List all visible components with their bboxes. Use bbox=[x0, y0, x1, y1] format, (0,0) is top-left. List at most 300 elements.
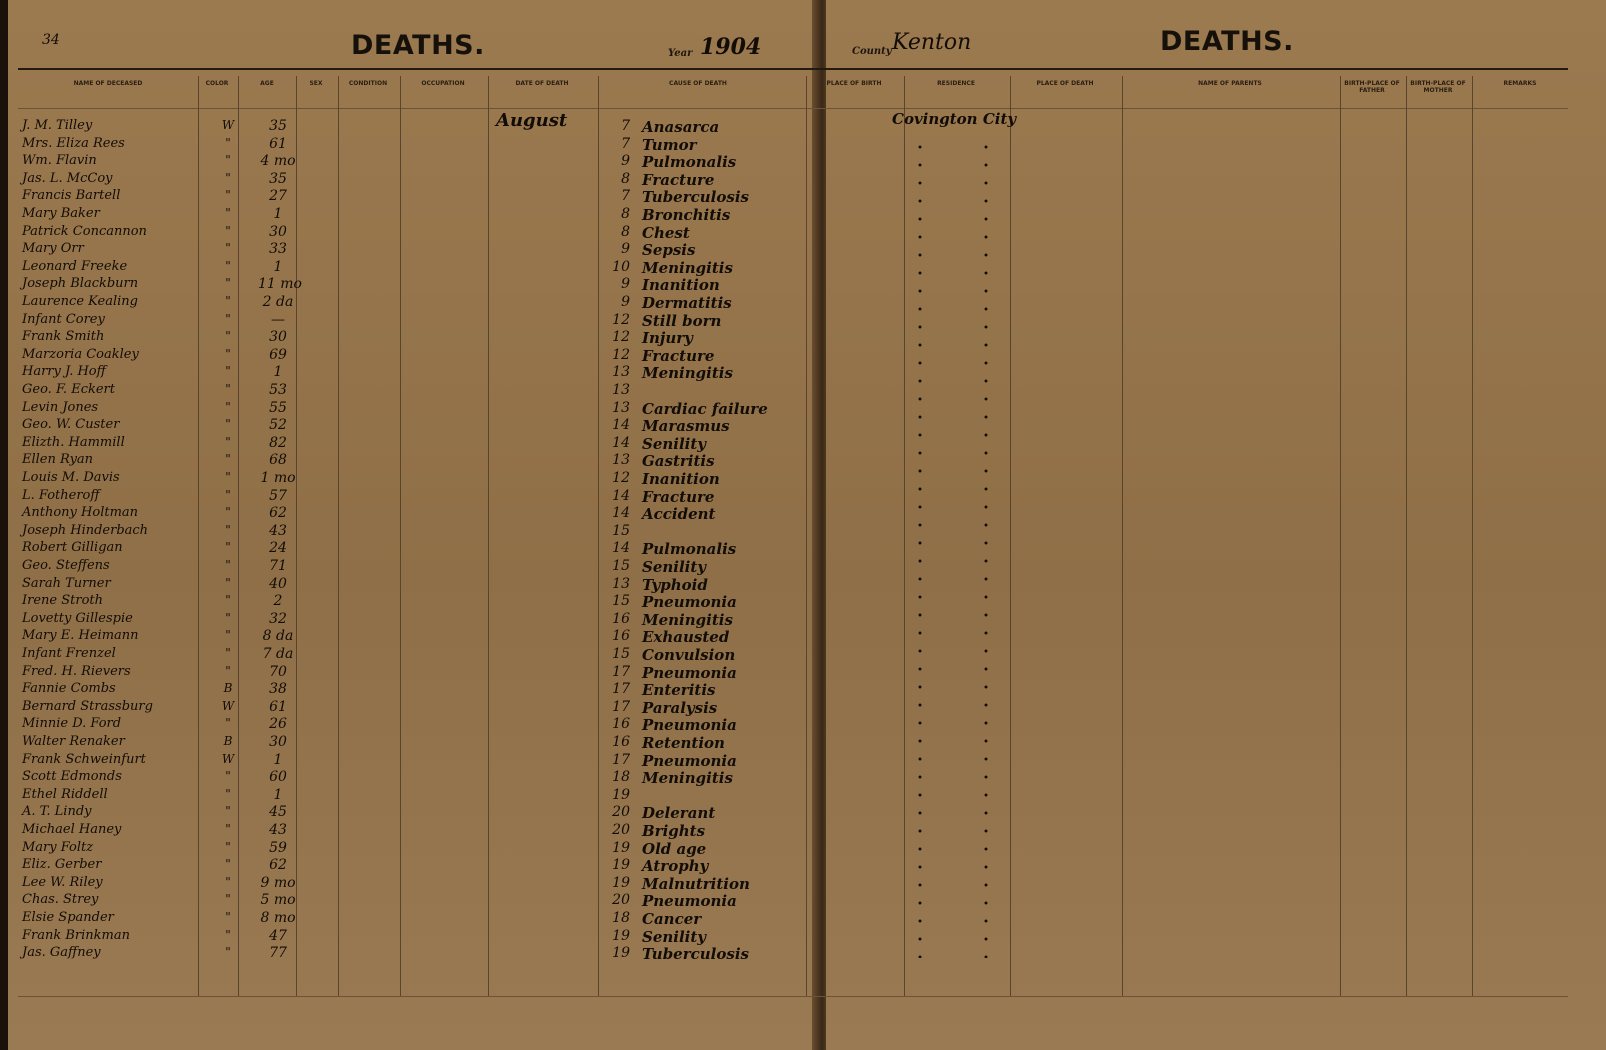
color-cell: " bbox=[225, 892, 231, 907]
record-row bbox=[22, 593, 802, 611]
record-row bbox=[22, 400, 802, 418]
color-cell: " bbox=[225, 628, 231, 643]
cause-of-death-cell: Senility bbox=[642, 558, 707, 576]
death-day-cell: 12 bbox=[612, 470, 630, 486]
age-cell: 8 mo bbox=[260, 910, 296, 926]
death-day-cell: 14 bbox=[612, 487, 630, 504]
color-cell: " bbox=[225, 804, 231, 819]
age-cell: 2 bbox=[273, 593, 283, 610]
deceased-name: Joseph Blackburn bbox=[22, 276, 139, 292]
header-top-rule bbox=[18, 68, 1568, 70]
record-row bbox=[22, 118, 802, 136]
color-cell: " bbox=[225, 786, 231, 801]
deceased-name: Frank Brinkman bbox=[22, 927, 130, 943]
color-cell: B bbox=[223, 734, 233, 748]
age-cell: 1 mo bbox=[260, 470, 296, 486]
cause-of-death-cell: Convulsion bbox=[642, 646, 736, 664]
death-day-cell: 20 bbox=[612, 804, 630, 821]
color-cell: " bbox=[225, 522, 231, 537]
left-page-title: DEATHS. bbox=[351, 30, 485, 61]
column-rule bbox=[1122, 76, 1123, 996]
cause-of-death-cell: Inanition bbox=[642, 470, 720, 488]
deceased-name: Francis Bartell bbox=[22, 188, 121, 204]
cause-of-death-cell: Anasarca bbox=[642, 118, 720, 136]
cause-of-death-cell: Typhoid bbox=[642, 575, 708, 594]
deceased-name: Fred. H. Rievers bbox=[22, 663, 131, 679]
record-row bbox=[22, 681, 802, 699]
color-cell: " bbox=[225, 910, 231, 924]
death-day-cell: 16 bbox=[612, 628, 630, 645]
deceased-name: Geo. W. Custer bbox=[22, 417, 120, 433]
color-cell: W bbox=[221, 751, 235, 766]
deceased-name: Eliz. Gerber bbox=[22, 857, 102, 873]
header-date-of-death: DATE OF DEATH bbox=[515, 80, 569, 87]
deceased-name: Joseph Hinderbach bbox=[22, 522, 149, 538]
deceased-name: Lee W. Riley bbox=[22, 874, 103, 890]
header-place-of-death: PLACE OF DEATH bbox=[1036, 80, 1094, 87]
color-cell: W bbox=[221, 118, 235, 132]
age-cell: 43 bbox=[269, 522, 287, 539]
death-day-cell: 19 bbox=[612, 839, 630, 856]
deceased-name: Frank Schweinfurt bbox=[22, 751, 146, 767]
color-cell: " bbox=[225, 857, 231, 872]
age-cell: 24 bbox=[269, 540, 287, 557]
column-rule bbox=[1472, 76, 1473, 996]
record-row bbox=[22, 505, 802, 523]
color-cell: " bbox=[225, 153, 231, 168]
cause-of-death-cell: Cancer bbox=[642, 910, 702, 928]
record-row bbox=[22, 840, 802, 858]
county-label: County bbox=[852, 46, 892, 57]
death-day-cell: 8 bbox=[621, 206, 630, 222]
death-day-cell: 15 bbox=[612, 646, 630, 662]
death-day-cell: 13 bbox=[612, 382, 630, 398]
age-cell: 35 bbox=[269, 118, 287, 134]
record-row bbox=[22, 259, 802, 277]
age-cell: 4 mo bbox=[260, 153, 296, 170]
record-row bbox=[22, 875, 802, 893]
deceased-name: Leonard Freeke bbox=[22, 258, 128, 274]
deceased-name: Laurence Kealing bbox=[22, 294, 138, 309]
age-cell: 69 bbox=[269, 346, 287, 363]
cause-of-death-cell: Chest bbox=[642, 223, 690, 242]
age-cell: 27 bbox=[269, 188, 287, 205]
deceased-name: Minnie D. Ford bbox=[22, 716, 122, 732]
age-cell: 2 da bbox=[262, 294, 294, 310]
death-day-cell: 12 bbox=[612, 311, 630, 328]
deceased-name: Michael Haney bbox=[22, 822, 122, 837]
header-color: COLOR bbox=[205, 80, 229, 87]
record-row bbox=[22, 435, 802, 453]
cause-of-death-cell: Exhausted bbox=[642, 628, 730, 647]
age-cell: 61 bbox=[269, 698, 287, 715]
age-cell: 52 bbox=[269, 417, 287, 434]
death-day-cell: 15 bbox=[612, 558, 630, 574]
color-cell: W bbox=[221, 698, 235, 713]
cause-of-death-cell: Meningitis bbox=[642, 769, 733, 788]
death-day-cell: 19 bbox=[612, 945, 630, 962]
header-birthplace-mother: BIRTH-PLACE OF MOTHER bbox=[1410, 80, 1466, 94]
age-cell: 60 bbox=[269, 769, 287, 786]
record-row bbox=[22, 224, 802, 242]
record-row bbox=[22, 734, 802, 752]
year-value: 1904 bbox=[700, 34, 762, 60]
death-day-cell: 9 bbox=[621, 276, 630, 293]
record-row bbox=[22, 523, 802, 541]
age-cell: 57 bbox=[269, 487, 287, 504]
header-place-of-birth: PLACE OF BIRTH bbox=[826, 80, 882, 87]
death-day-cell: 7 bbox=[621, 188, 630, 205]
death-day-cell: 15 bbox=[612, 593, 630, 610]
deceased-name: Mary Orr bbox=[22, 241, 84, 257]
cause-of-death-cell: Still born bbox=[642, 311, 722, 330]
age-cell: 26 bbox=[269, 716, 287, 733]
deceased-name: Lovetty Gillespie bbox=[22, 610, 133, 626]
age-cell: 62 bbox=[269, 505, 287, 522]
age-cell: — bbox=[271, 311, 285, 328]
death-day-cell: 14 bbox=[612, 417, 630, 434]
age-cell: 9 mo bbox=[260, 874, 296, 891]
record-row bbox=[22, 417, 802, 435]
ditto-marks-residence-a bbox=[918, 138, 922, 958]
record-row bbox=[22, 628, 802, 646]
color-cell: " bbox=[225, 839, 231, 854]
age-cell: 7 da bbox=[262, 646, 294, 662]
death-day-cell: 16 bbox=[612, 734, 630, 750]
age-cell: 1 bbox=[273, 206, 283, 222]
record-row bbox=[22, 136, 802, 154]
death-day-cell: 16 bbox=[612, 610, 630, 627]
record-row bbox=[22, 804, 802, 822]
cause-of-death-cell: Accident bbox=[642, 505, 716, 524]
color-cell: " bbox=[225, 399, 231, 414]
cause-of-death-cell: Malnutrition bbox=[642, 874, 750, 893]
color-cell: " bbox=[225, 663, 231, 678]
deceased-name: Geo. Steffens bbox=[22, 558, 110, 573]
deceased-name: J. M. Tilley bbox=[22, 118, 93, 133]
header-sex: SEX bbox=[309, 80, 323, 87]
record-row bbox=[22, 347, 802, 365]
record-row bbox=[22, 646, 802, 664]
death-day-cell: 19 bbox=[612, 927, 630, 944]
deceased-name: Mary E. Heimann bbox=[22, 628, 139, 644]
cause-of-death-cell: Pneumonia bbox=[642, 751, 737, 770]
color-cell: " bbox=[225, 382, 231, 396]
deceased-name: Mary Foltz bbox=[22, 839, 94, 855]
color-cell: " bbox=[225, 135, 231, 150]
color-cell: " bbox=[225, 822, 231, 836]
column-rule bbox=[1010, 76, 1011, 996]
age-cell: 47 bbox=[269, 927, 287, 944]
record-row bbox=[22, 892, 802, 910]
color-cell: " bbox=[225, 346, 231, 361]
record-row bbox=[22, 576, 802, 594]
color-cell: " bbox=[225, 170, 231, 185]
death-day-cell: 13 bbox=[612, 399, 630, 416]
color-cell: " bbox=[225, 311, 231, 326]
age-cell: 5 mo bbox=[260, 892, 296, 909]
death-day-cell: 13 bbox=[612, 452, 630, 469]
color-cell: " bbox=[225, 575, 231, 590]
age-cell: 61 bbox=[269, 135, 287, 152]
deceased-name: Harry J. Hoff bbox=[22, 364, 106, 380]
deceased-name: Elizth. Hammill bbox=[22, 434, 125, 450]
cause-of-death-cell: Pulmonalis bbox=[642, 540, 737, 559]
record-row bbox=[22, 488, 802, 506]
record-row bbox=[22, 928, 802, 946]
color-cell: " bbox=[225, 927, 231, 942]
cause-of-death-cell: Enteritis bbox=[642, 681, 716, 700]
record-row bbox=[22, 452, 802, 470]
record-row bbox=[22, 312, 802, 330]
cause-of-death-cell: Bronchitis bbox=[642, 206, 731, 224]
age-cell: 1 bbox=[273, 786, 283, 803]
color-cell: " bbox=[225, 206, 231, 220]
deceased-name: Jas. L. McCoy bbox=[22, 170, 113, 186]
deceased-name: Bernard Strassburg bbox=[22, 698, 153, 714]
age-cell: 1 bbox=[273, 364, 283, 381]
color-cell: " bbox=[225, 874, 231, 889]
age-cell: 8 da bbox=[262, 628, 294, 645]
cause-of-death-cell: Gastritis bbox=[642, 452, 715, 471]
deceased-name: Anthony Holtman bbox=[22, 505, 139, 521]
record-row bbox=[22, 787, 802, 805]
cause-of-death-cell: Inanition bbox=[642, 276, 720, 295]
death-day-cell: 17 bbox=[612, 751, 630, 768]
deceased-name: Geo. F. Eckert bbox=[22, 382, 115, 397]
record-row bbox=[22, 822, 802, 840]
record-row bbox=[22, 716, 802, 734]
deceased-name: Elsie Spander bbox=[22, 910, 114, 925]
record-row bbox=[22, 558, 802, 576]
record-row bbox=[22, 910, 802, 928]
footer-rule bbox=[18, 996, 1568, 997]
cause-of-death-cell: Marasmus bbox=[642, 417, 730, 436]
cause-of-death-cell: Injury bbox=[642, 329, 693, 348]
death-day-cell: 9 bbox=[621, 153, 630, 170]
age-cell: 35 bbox=[269, 170, 287, 187]
deceased-name: Fannie Combs bbox=[22, 681, 116, 697]
color-cell: " bbox=[225, 487, 231, 502]
age-cell: 77 bbox=[269, 945, 287, 962]
header-age: AGE bbox=[260, 80, 274, 87]
age-cell: 43 bbox=[269, 822, 287, 838]
cause-of-death-cell: Dermatitis bbox=[642, 294, 732, 312]
record-row bbox=[22, 769, 802, 787]
deceased-name: Levin Jones bbox=[22, 399, 99, 415]
death-day-cell: 18 bbox=[612, 910, 630, 926]
deceased-name: Robert Gilligan bbox=[22, 540, 123, 556]
deceased-name: Ethel Riddell bbox=[22, 786, 108, 802]
age-cell: 55 bbox=[269, 399, 287, 416]
cause-of-death-cell: Pneumonia bbox=[642, 663, 737, 682]
deceased-name: Ellen Ryan bbox=[22, 452, 94, 468]
color-cell: " bbox=[225, 716, 231, 731]
cause-of-death-cell: Retention bbox=[642, 734, 725, 752]
right-page-title: DEATHS. bbox=[1160, 26, 1294, 57]
header-condition: CONDITION bbox=[348, 80, 388, 87]
right-register-page bbox=[826, 0, 1606, 1050]
age-cell: 71 bbox=[269, 558, 287, 574]
column-rule bbox=[1406, 76, 1407, 996]
residence-entry: Covington City bbox=[892, 110, 1017, 128]
cause-of-death-cell: Pulmonalis bbox=[642, 153, 737, 172]
record-row bbox=[22, 699, 802, 717]
deceased-name: L. Fotheroff bbox=[22, 487, 100, 503]
cause-of-death-cell: Tumor bbox=[642, 135, 697, 154]
record-row bbox=[22, 241, 802, 259]
cause-of-death-cell: Brights bbox=[642, 822, 706, 840]
death-day-cell: 12 bbox=[612, 346, 630, 363]
record-row bbox=[22, 364, 802, 382]
color-cell: " bbox=[225, 540, 231, 555]
cause-of-death-cell: Paralysis bbox=[642, 698, 718, 717]
age-cell: 59 bbox=[269, 839, 287, 856]
cause-of-death-cell: Atrophy bbox=[642, 857, 709, 876]
deceased-name: Jas. Gaffney bbox=[22, 945, 101, 961]
death-day-cell: 10 bbox=[612, 258, 630, 275]
record-row bbox=[22, 153, 802, 171]
month-entry: August bbox=[496, 110, 568, 131]
record-row bbox=[22, 752, 802, 770]
death-day-cell: 20 bbox=[612, 892, 630, 909]
header-residence: RESIDENCE bbox=[937, 80, 975, 87]
record-row bbox=[22, 470, 802, 488]
cause-of-death-cell: Meningitis bbox=[642, 258, 733, 277]
age-cell: 62 bbox=[269, 857, 287, 874]
cause-of-death-cell: Delerant bbox=[642, 804, 716, 823]
deceased-name: Infant Frenzel bbox=[22, 646, 116, 661]
death-day-cell: 19 bbox=[612, 874, 630, 891]
deceased-name: Sarah Turner bbox=[22, 575, 111, 591]
county-value: Kenton bbox=[892, 30, 972, 55]
cause-of-death-cell: Senility bbox=[642, 434, 707, 453]
death-day-cell: 8 bbox=[621, 170, 630, 187]
cause-of-death-cell: Fracture bbox=[642, 487, 715, 506]
color-cell: " bbox=[225, 434, 231, 449]
age-cell: 70 bbox=[269, 663, 287, 680]
ditto-marks-residence-b bbox=[984, 138, 988, 958]
cause-of-death-cell: Cardiac failure bbox=[642, 399, 768, 418]
age-cell: 45 bbox=[269, 804, 287, 821]
record-row bbox=[22, 276, 802, 294]
death-day-cell: 18 bbox=[612, 769, 630, 786]
header-name-of-parents: NAME OF PARENTS bbox=[1198, 80, 1262, 87]
record-row bbox=[22, 206, 802, 224]
record-row bbox=[22, 540, 802, 558]
color-cell: " bbox=[225, 945, 231, 960]
record-row bbox=[22, 171, 802, 189]
header-birthplace-father: BIRTH-PLACE OF FATHER bbox=[1344, 80, 1400, 94]
death-day-cell: 8 bbox=[621, 223, 630, 240]
record-row bbox=[22, 188, 802, 206]
color-cell: " bbox=[225, 329, 231, 344]
cause-of-death-cell: Senility bbox=[642, 927, 707, 946]
deceased-name: Wm. Flavin bbox=[22, 153, 97, 169]
death-day-cell: 13 bbox=[612, 575, 630, 592]
age-cell: 53 bbox=[269, 382, 287, 398]
age-cell: 40 bbox=[269, 575, 287, 592]
age-cell: 30 bbox=[269, 329, 287, 346]
cause-of-death-cell: Fracture bbox=[642, 170, 715, 189]
deceased-name: Chas. Strey bbox=[22, 892, 99, 908]
color-cell: " bbox=[225, 470, 231, 484]
deceased-name: Louis M. Davis bbox=[22, 470, 120, 485]
color-cell: " bbox=[225, 276, 231, 291]
death-day-cell: 14 bbox=[612, 540, 630, 557]
header-name: NAME OF DECEASED bbox=[73, 80, 143, 87]
age-cell: 1 bbox=[273, 258, 283, 275]
age-cell: 82 bbox=[269, 434, 287, 451]
death-day-cell: 20 bbox=[612, 822, 630, 838]
cause-of-death-cell: Pneumonia bbox=[642, 892, 737, 911]
deceased-name: Mrs. Eliza Rees bbox=[22, 135, 125, 151]
death-day-cell: 16 bbox=[612, 716, 630, 733]
record-row bbox=[22, 857, 802, 875]
record-row bbox=[22, 611, 802, 629]
deceased-name: Marzoria Coakley bbox=[22, 346, 139, 362]
death-day-cell: 17 bbox=[612, 681, 630, 698]
color-cell: " bbox=[225, 241, 231, 256]
color-cell: " bbox=[225, 593, 231, 608]
death-day-cell: 19 bbox=[612, 857, 630, 874]
cause-of-death-cell: Meningitis bbox=[642, 610, 733, 629]
record-row bbox=[22, 945, 802, 963]
death-day-cell: 15 bbox=[612, 522, 630, 539]
color-cell: " bbox=[225, 558, 231, 572]
cause-of-death-cell: Old age bbox=[642, 839, 707, 858]
deceased-name: A. T. Lindy bbox=[22, 804, 92, 820]
corner-mark: 34 bbox=[42, 32, 60, 48]
color-cell: " bbox=[225, 364, 231, 379]
deceased-name: Scott Edmonds bbox=[22, 769, 122, 785]
color-cell: " bbox=[225, 646, 231, 660]
deceased-name: Irene Stroth bbox=[22, 593, 104, 609]
color-cell: " bbox=[225, 417, 231, 432]
deceased-name: Frank Smith bbox=[22, 329, 105, 345]
deceased-name: Patrick Concannon bbox=[22, 223, 147, 239]
color-cell: " bbox=[225, 294, 231, 308]
color-cell: " bbox=[225, 452, 231, 467]
header-occupation: OCCUPATION bbox=[421, 80, 465, 87]
deceased-name: Infant Corey bbox=[22, 311, 105, 327]
death-day-cell: 14 bbox=[612, 434, 630, 451]
record-row bbox=[22, 382, 802, 400]
color-cell: " bbox=[225, 505, 231, 520]
age-cell: 11 mo bbox=[258, 276, 302, 293]
death-day-cell: 17 bbox=[612, 698, 630, 715]
age-cell: 33 bbox=[269, 241, 287, 258]
cause-of-death-cell: Fracture bbox=[642, 346, 715, 365]
death-day-cell: 17 bbox=[612, 663, 630, 680]
death-day-cell: 9 bbox=[621, 294, 630, 310]
color-cell: " bbox=[225, 769, 231, 784]
death-day-cell: 7 bbox=[621, 135, 630, 152]
color-cell: " bbox=[225, 258, 231, 273]
deceased-name: Walter Renaker bbox=[22, 734, 125, 749]
death-day-cell: 13 bbox=[612, 364, 630, 381]
record-row bbox=[22, 329, 802, 347]
year-label: Year bbox=[668, 48, 693, 59]
death-day-cell: 12 bbox=[612, 329, 630, 346]
death-day-cell: 19 bbox=[612, 786, 630, 803]
color-cell: B bbox=[223, 681, 233, 696]
death-day-cell: 14 bbox=[612, 505, 630, 522]
death-day-cell: 9 bbox=[621, 241, 630, 258]
record-row bbox=[22, 294, 802, 312]
header-cause-of-death: CAUSE OF DEATH bbox=[669, 80, 727, 87]
cause-of-death-cell: Meningitis bbox=[642, 364, 733, 383]
